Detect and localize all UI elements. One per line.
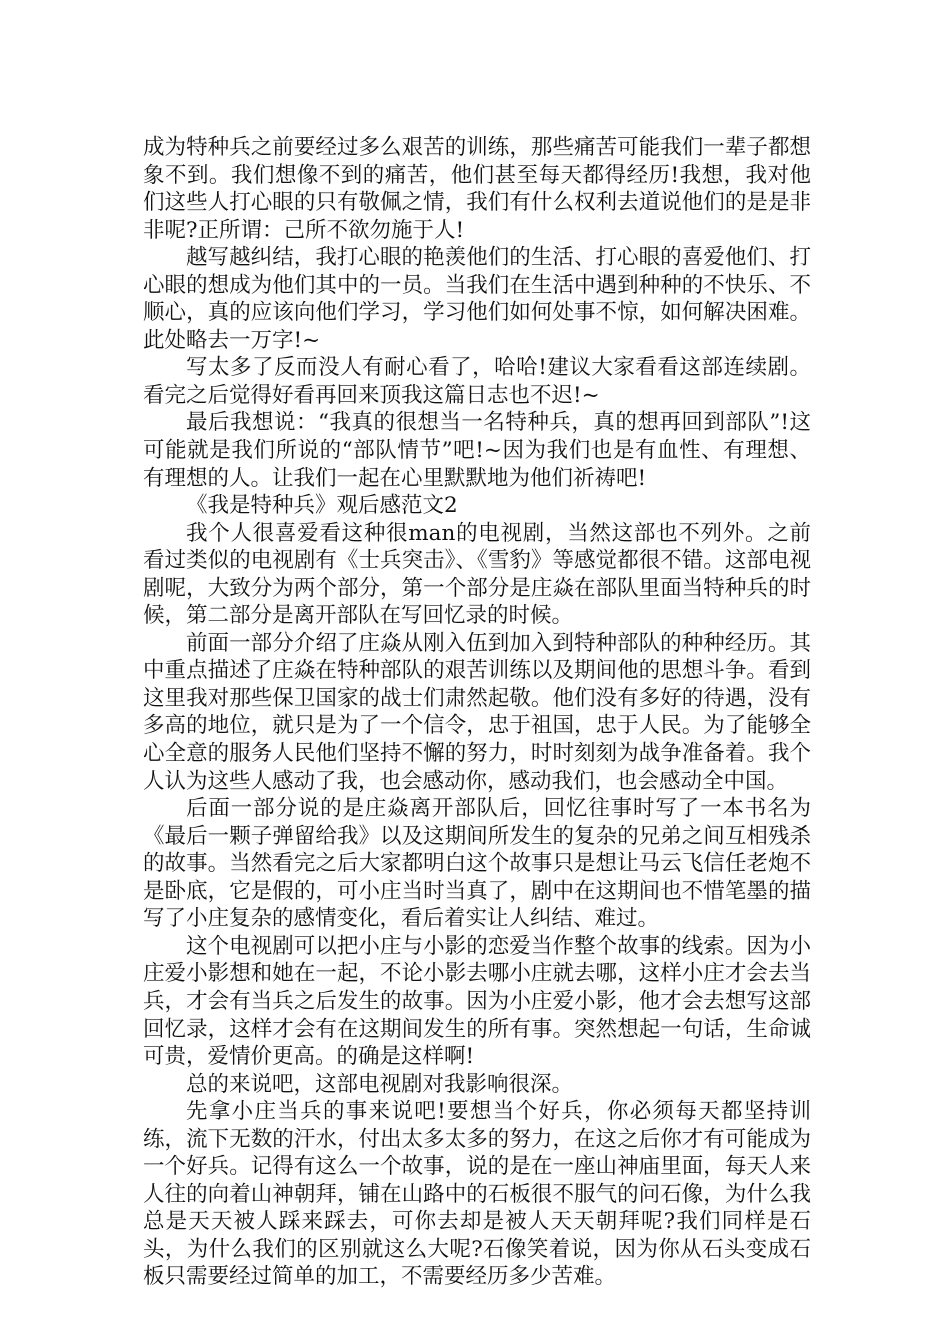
paragraph-5: 我个人很喜爱看这种很man的电视剧，当然这部也不列外。之前看过类似的电视剧有《士兵突击》、《雪豹》等感觉都很不错。这部电视剧呢，大致分为两个部分，第一个部分是庄焱在部队里面当特种兵的时候，第二部分是离开部队在写回忆录的时候。 (143, 520, 811, 629)
paragraph-2: 越写越纠结，我打心眼的艳羡他们的生活、打心眼的喜爱他们、打心眼的想成为他们其中的一员。当我们在生活中遇到种种的不快乐、不顺心，真的应该向他们学习，学习他们如何处事不惊，如何解决困难。此处略去一万字!~ (143, 245, 811, 353)
document-page (143, 134, 811, 1291)
section-title: 《我是特种兵》观后感范文2 (186, 493, 458, 519)
paragraph-4: 最后我想说：“我真的很想当一名特种兵，真的想再回到部队”!这可能就是我们所说的“部队情节”吧!~因为我们也是有血性、有理想、有理想的人。让我们一起在心里默默地为他们祈祷吧! (143, 410, 811, 491)
paragraph-8: 这个电视剧可以把小庄与小影的恋爱当作整个故事的线索。因为小庄爱小影想和她在一起，不论小影去哪小庄就去哪，这样小庄才会去当兵，才会有当兵之后发生的故事。因为小庄爱小影，他才会去想写这部回忆录，这样才会有在这期间发生的所有事。突然想起一句话，生命诚可贵，爱情价更高。的确是这样啊! (143, 933, 811, 1070)
paragraph-3: 写太多了反而没人有耐心看了，哈哈!建议大家看看这部连续剧。看完之后觉得好看再回来顶我这篇日志也不迟!~ (143, 355, 811, 408)
paragraph-1: 成为特种兵之前要经过多么艰苦的训练，那些痛苦可能我们一辈子都想象不到。我们想像不到的痛苦，他们甚至每天都得经历!我想，我对他们这些人打心眼的只有敬佩之情，我们有什么权利去道说他们的是是非非呢?正所谓：己所不欲勿施于人! (143, 135, 811, 243)
paragraph-10: 先拿小庄当兵的事来说吧!要想当个好兵，你必须每天都坚持训练，流下无数的汗水，付出太多太多的努力，在这之后你才有可能成为一个好兵。记得有这么一个故事，说的是在一座山神庙里面，每天人来人往的向着山神朝拜，铺在山路中的石板很不服气的问石像，为什么我总是天天被人踩来踩去，可你去却是被人天天朝拜呢?我们同样是石头，为什么我们的区别就这么大呢?石像笑着说，因为你从石头变成石板只需要经过简单的加工，不需要经历多少苦难。 (143, 1099, 811, 1290)
paragraph-9: 总的来说吧，这部电视剧对我影响很深。 (186, 1071, 574, 1097)
paragraph-6: 前面一部分介绍了庄焱从刚入伍到加入到特种部队的种种经历。其中重点描述了庄焱在特种部队的艰苦训练以及期间他的思想斗争。看到这里我对那些保卫国家的战士们肃然起敬。他们没有多好的待遇，没有多高的地位，就只是为了一个信令，忠于祖国，忠于人民。为了能够全心全意的服务人民他们坚持不懈的努力，时时刻刻为战争准备着。我个人认为这些人感动了我，也会感动你，感动我们，也会感动全中国。 (143, 630, 811, 794)
paragraph-7: 后面一部分说的是庄焱离开部队后，回忆往事时写了一本书名为《最后一颗子弹留给我》以及这期间所发生的复杂的兄弟之间互相残杀的故事。当然看完之后大家都明白这个故事只是想让马云飞信任老炮不是卧底，它是假的，可小庄当时当真了，剧中在这期间也不惜笔墨的描写了小庄复杂的感情变化，看后着实让人纠结、难过。 (143, 796, 811, 932)
